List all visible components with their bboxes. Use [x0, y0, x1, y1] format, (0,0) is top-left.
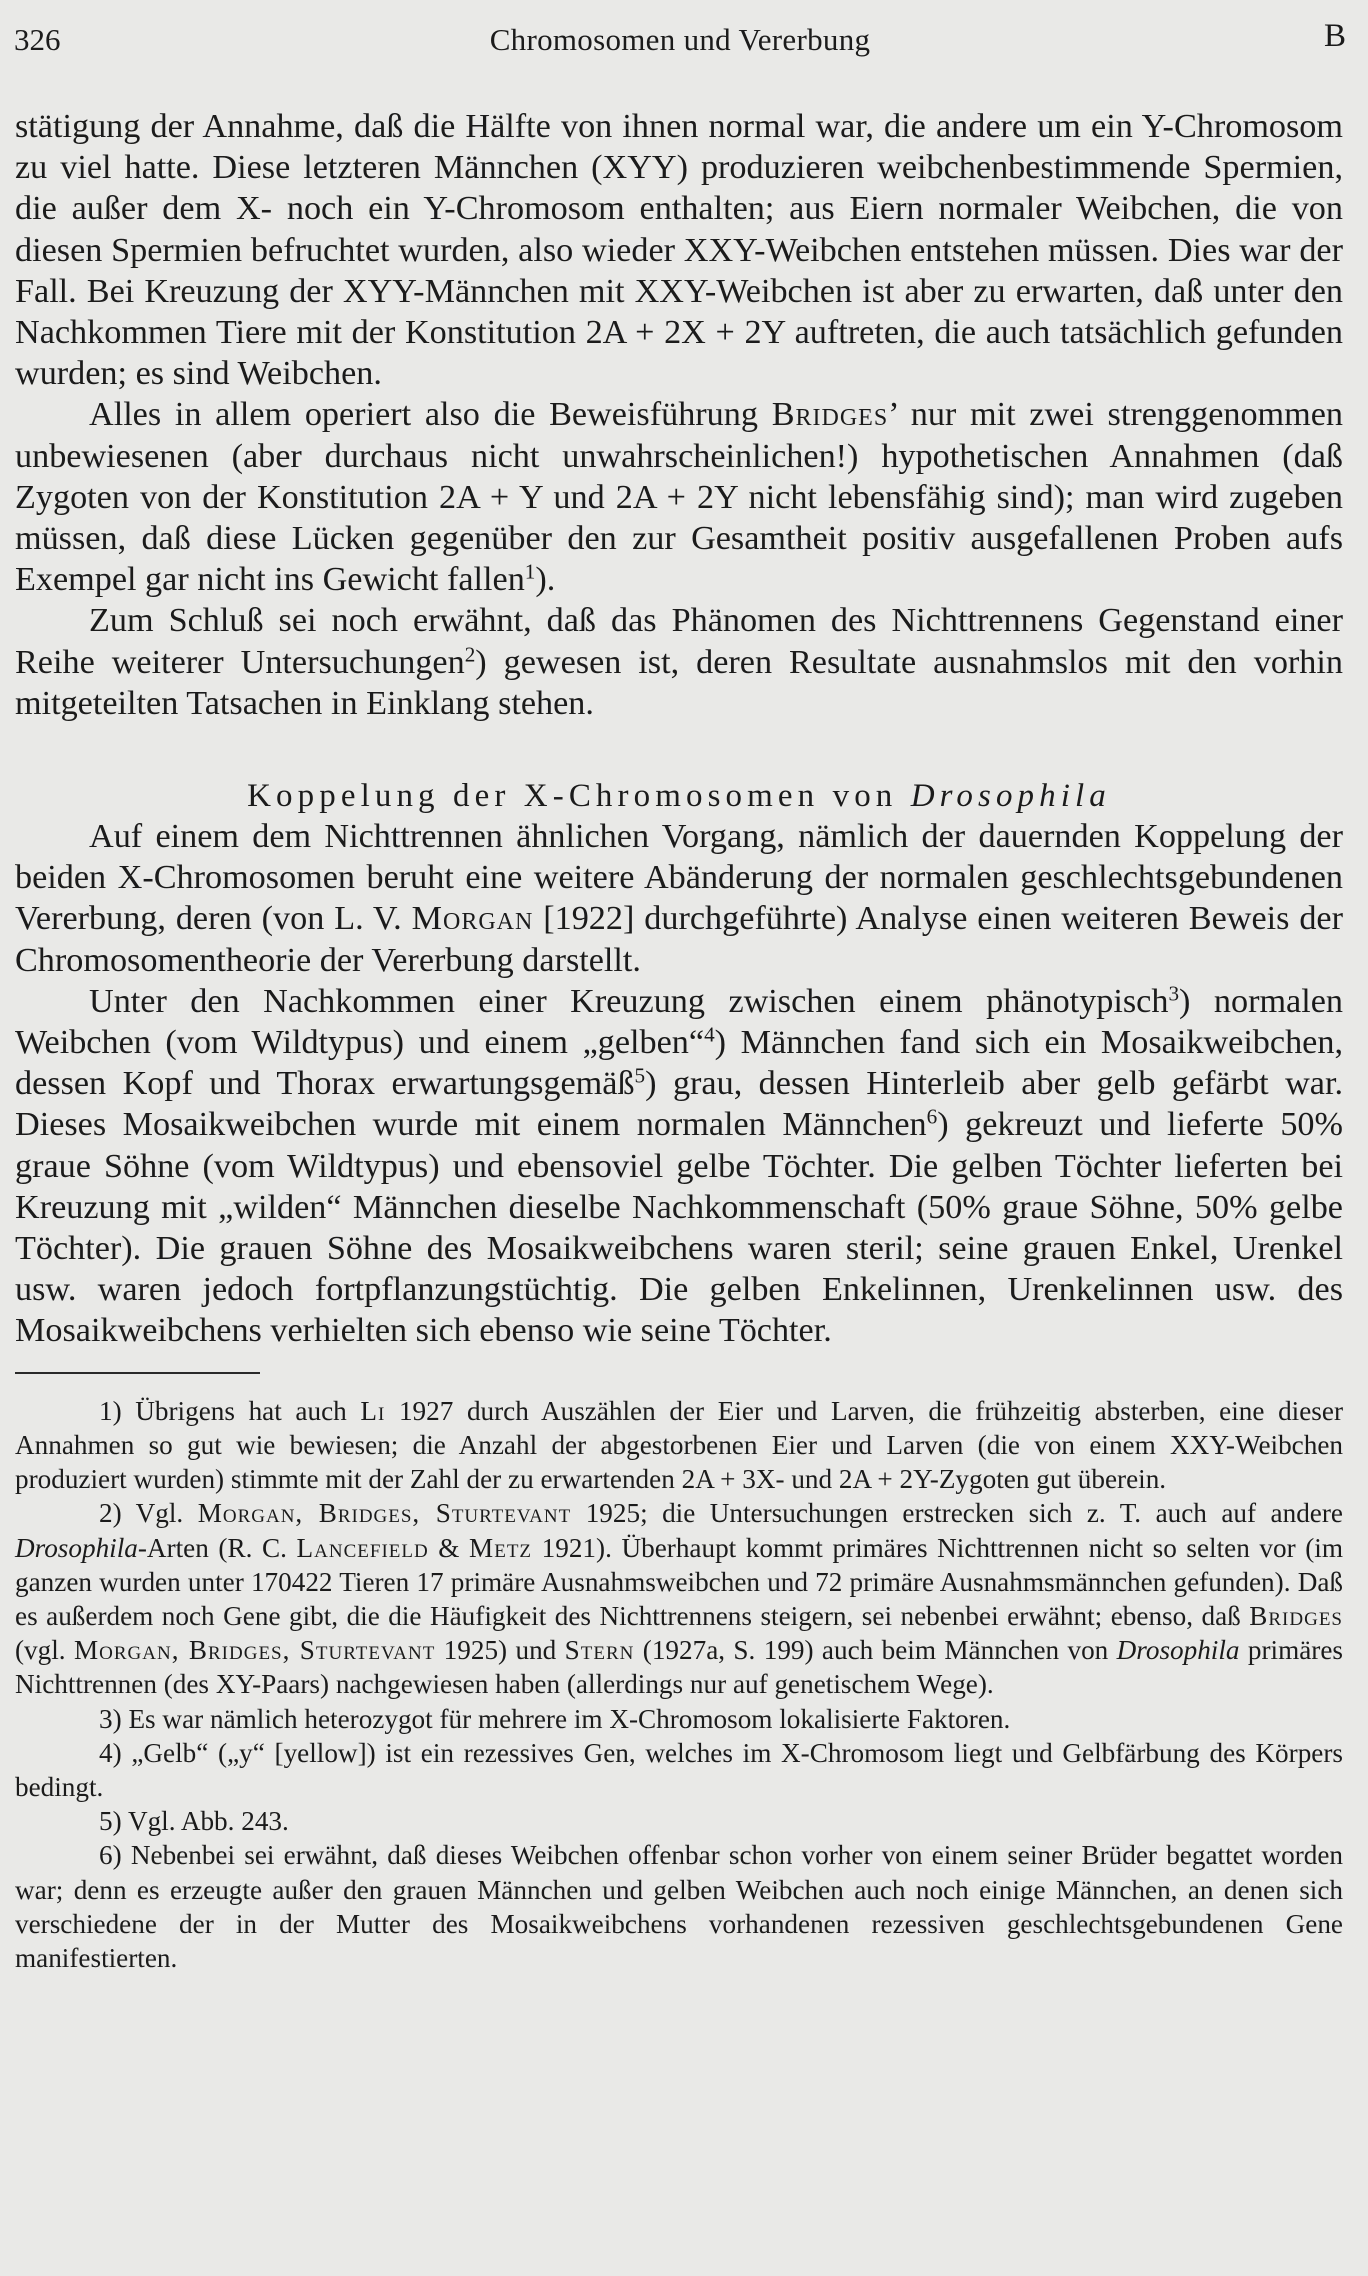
footnote-3: 3) Es war nämlich heterozygot für mehrere im X-Chromosom lokalisierte Faktoren.	[99, 1703, 1011, 1734]
footnote-4: 4) „Gelb“ („y“ [yellow]) ist ein rezessives Gen, welches im X-Chromosom liegt und Gelbfärbung des Körpers bedingt.	[15, 1737, 1343, 1802]
paragraph: Unter den Nachkommen einer Kreuzung zwischen einem phänotypisch$^3$) normalen Weibchen (vom Wildtypus) und einem „gelben“$^4$) Männchen fand sich ein Mosaikweibchen, dessen Kopf und Thorax erwartungsgemäß$^5$) grau, dessen Hinterleib aber gelb gefärbt war. Dieses Mosaikweibchen wurde mit einem normalen Männchen$^6$) gekreuzt und lieferte 50% graue Söhne (vom Wildtypus) und ebensoviel gelbe Töchter. Die gelben Töchter lieferten bei Kreuzung mit „wilden“ Männchen dieselbe Nachkommenschaft (50% graue Söhne, 50% gelbe Töchter). Die grauen Söhne des Mosaikweibchens waren steril; seine grauen Enkel, Urenkel usw. waren jedoch fortpflanzungstüchtig. Die gelben Enkelinnen, Urenkelinnen usw. des Mosaikweibchens verhielten sich ebenso wie seine Töchter.	[15, 981, 1343, 1350]
footnote-2: 2) Vgl. Morgan, Bridges, Sturtevant 1925; die Untersuchungen erstrecken sich z. T. auch auf andere Drosophila-Arten (R. C. Lancefield & Metz 1921). Überhaupt kommt primäres Nichttrennen nicht so selten vor (im ganzen wurden unter 170422 Tieren 17 primäre Ausnahmsweibchen und 72 primäre Ausnahmsmännchen gefunden). Daß es außerdem noch Gene gibt, die die Häufigkeit des Nichttrennens steigern, sei nebenbei erwähnt; ebenso, daß Bridges (vgl. Morgan, Bridges, Sturtevant 1925) und Stern (1927a, S. 199) auch beim Männchen von Drosophila primäres Nichttrennen (des XY-Paars) nachgewiesen haben (allerdings nur auf genetischem Wege).	[15, 1498, 1344, 1700]
section-heading-species: Drosophila	[910, 778, 1111, 815]
text-body	[15, 106, 1343, 1975]
paragraph: Zum Schluß sei noch erwähnt, daß das Phänomen des Nichttrennens Gegenstand einer Reihe weiterer Untersuchungen$^2$) gewesen ist, deren Resultate ausnahmslos mit den vorhin mitgeteilten Tatsachen in Einklang stehen.	[15, 602, 1343, 722]
author-name: Bridges	[771, 396, 889, 434]
footnote-ref: 6	[926, 1104, 938, 1129]
footnote-1: 1) Übrigens hat auch Li 1927 durch Auszählen der Eier und Larven, die frühzeitig absterben, eine dieser Annahmen so gut wie bewiesen; die Anzahl der abgestorbenen Eier und Larven (die von einem XXY-Weibchen produziert wurden) stimmte mit der Zahl der zu erwartenden 2A + 3X- und 2A + 2Y-Zygoten gut überein.	[15, 1395, 1343, 1495]
paragraph: Alles in allem operiert also die Beweisführung Bridges’ nur mit zwei strenggenommen unbewiesenen (aber durchaus nicht unwahrscheinlichen!) hypothetischen Annahmen (daß Zygoten von der Konstitution 2A + Y und 2A + 2Y nicht lebensfähig sind); man wird zugeben müssen, daß diese Lücken gegenüber den zur Gesamtheit positiv ausgefallenen Proben aufs Exempel gar nicht ins Gewicht fallen$^1$).	[15, 396, 1344, 599]
footnote-ref: 5	[634, 1063, 646, 1088]
section-letter: B	[1323, 18, 1346, 54]
paragraph: Auf einem dem Nichttrennen ähnlichen Vorgang, nämlich der dauernden Koppelung der beiden X-Chromosomen beruht eine weitere Abänderung der normalen geschlechtsgebundenen Vererbung, deren (von L. V. Morgan [1922] durchgeführte) Analyse einen weiteren Beweis der Chromosomentheorie der Vererbung darstellt.	[15, 818, 1343, 979]
page-number: 326	[14, 22, 61, 57]
paragraph: stätigung der Annahme, daß die Hälfte von ihnen normal war, die andere um ein Y-Chromosom zu viel hatte. Diese letzteren Männchen (XYY) produzieren weibchenbestimmende Spermien, die außer dem X- noch ein Y-Chromosom enthalten; aus Eiern normaler Weibchen, die von diesen Spermien befruchtet wurden, also wieder XXY-Weibchen entstehen müssen. Dies war der Fall. Bei Kreuzung der XYY-Männchen mit XXY-Weibchen ist aber zu erwarten, daß unter den Nachkommen Tiere mit der Konstitution 2A + 2X + 2Y auftreten, die auch tatsächlich gefunden wurden; es sind Weibchen.	[15, 108, 1343, 393]
author-name: Morgan	[411, 900, 534, 938]
running-title: Chromosomen und Vererbung	[489, 22, 871, 57]
footnote-ref: 1	[524, 559, 536, 584]
running-header	[14, 18, 1346, 62]
section-heading: Koppelung der X-Chromosomen von Drosophila	[247, 778, 1111, 815]
footnotes	[15, 1394, 1343, 1975]
footnote-5: 5) Vgl. Abb. 243.	[99, 1806, 289, 1837]
footnote-6: 6) Nebenbei sei erwähnt, daß dieses Weibchen offenbar schon vorher von einem seiner Brüder begattet worden war; denn es erzeugte außer den grauen Männchen und gelben Weibchen auch noch einige Männchen, an denen sich verschiedene der in der Mutter des Mosaikweibchens vorhandenen rezessiven geschlechtsgebundenen Gene manifestierten.	[15, 1840, 1343, 1973]
footnote-ref: 4	[704, 1022, 715, 1047]
footnote-ref: 3	[1168, 981, 1180, 1006]
footnote-separator	[15, 1372, 260, 1374]
footnote-ref: 2	[464, 641, 476, 666]
